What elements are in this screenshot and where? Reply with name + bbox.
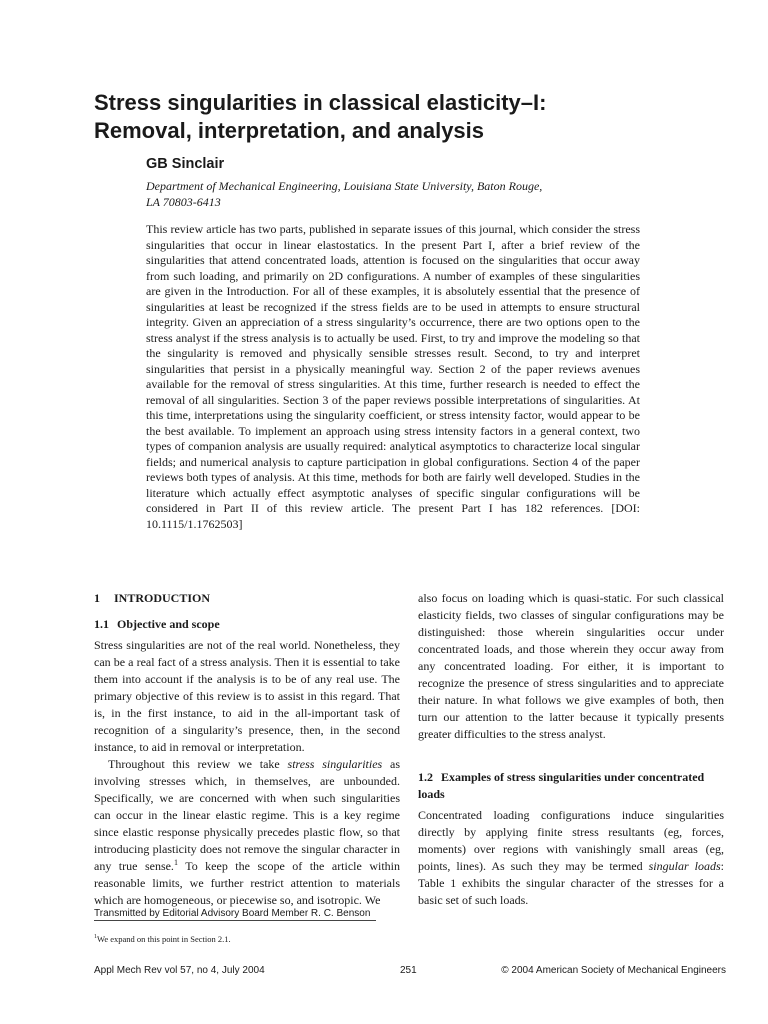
author-affiliation (146, 178, 626, 210)
abstract (146, 222, 640, 532)
left-column (94, 590, 400, 909)
spacer (418, 743, 724, 769)
paragraph-4-text-b: : Table 1 exhibits the singular character of the stresses for a basic set of such loads. (418, 859, 724, 907)
section-heading-introduction (94, 590, 400, 607)
author-name: GB Sinclair (146, 156, 225, 172)
footnote-text: We expand on this point in Section 2.1. (97, 934, 231, 944)
section-number: 1 (94, 591, 100, 605)
journal-citation: Appl Mech Rev vol 57, no 4, July 2004 (94, 965, 265, 976)
title-line-2: Removal, interpretation, and analysis (94, 118, 485, 143)
subsection-heading-objective (94, 616, 400, 633)
paragraph-3: also focus on loading which is quasi-static. For such classical elasticity fields, two classes of singular configurations may be distinguished: those wherein singularities occur under concentrated loads, and those wherein they occur away from any concentrated loading. For either, it is important to recognize the presence of stress singularities and to appreciate their nature. In what follows we give examples of both, then turn our attention to the latter because it typically presents greater difficulties to the stress analyst. (418, 591, 724, 741)
paragraph-1: Stress singularities are not of the real world. Nonetheless, they can be a real fact of a stress analysis. Then it is essential to take them into account if the analysis is to be of any real use. The primary objective of this review is to assist in this regard. That is, in the first instance, to aid in the all-important task of recognition of a singularity’s presence, then, in the second instance, to aid in removal or interpretation. (94, 638, 400, 754)
paragraph-2-text-c: To keep the scope of the article within reasonable limits, we further restrict attention to materials which are homogeneous, or piecewise so, and isotropic. We (94, 859, 400, 907)
subsection-heading-examples (418, 769, 724, 803)
right-column (418, 590, 724, 909)
subsection-title: Examples of stress singularities under concentrated loads (418, 770, 705, 801)
affiliation-line-1: Department of Mechanical Engineering, Louisiana State University, Baton Rouge, (146, 179, 543, 193)
paragraph-2-text-a: Throughout this review we take (108, 757, 288, 771)
footnote-mark: 1 (94, 934, 97, 941)
paper-title (94, 89, 734, 145)
emphasis-stress-singularities: stress singularities (287, 757, 383, 771)
subsection-title: Objective and scope (117, 617, 220, 631)
paragraph-4-text-a: Concentrated loading configurations induce singularities directly by applying finite stress resultants (eg, forces, moments) over regions with vanishingly small areas (eg, points, lines). As such they may be termed (418, 808, 724, 873)
abstract-doi[interactable]: [DOI: 10.1115/1.1762503] (146, 501, 641, 531)
subsection-number: 1.2 (418, 770, 433, 784)
subsection-number: 1.1 (94, 617, 109, 631)
copyright-notice: © 2004 American Society of Mechanical Engineers (501, 965, 726, 976)
paragraph-4 (418, 807, 724, 909)
section-title: INTRODUCTION (114, 591, 211, 605)
abstract-text: This review article has two parts, published in separate issues of this journal, which consider the stress singularities that occur in linear elastostatics. In the present Part I, after a brief review of the singularities that attend concentrated loads, attention is focused on the singularities that occur away from such loading, and primarily on 2D configurations. A number of examples of these singularities are given in the Introduction. For all of these examples, it is absolutely essential that the presence of singularities at least be recognized if the stress fields are to be used in attempts to ensure structural integrity. Given an appreciation of a stress singularity’s occurrence, there are two options open to the stress analyst if the stress analysis is to actually be used. First, to try and improve the modeling so that the singularity is removed and physically sensible stresses result. Second, to try and interpret singularities that persist in a physically meaningful way. Section 2 of the paper reviews avenues available for the removal of stress singularities. At this time, further research is needed to effect the removal of all singularities. Section 3 of the paper reviews possible interpretations of singularities. At this time, interpretations using the singularity coefficient, or stress intensity factor, would appear to be the best available. To implement an approach using stress intensity factors in a general context, two types of companion analysis are usually required: analytical asymptotics to characterize local singular fields; and numerical analysis to capture participation in global configurations. Section 4 of the paper reviews both types of analysis. At this time, methods for both are fairly well developed. Studies in the literature which actually effect asymptotic analyses of specific singular configurations will be considered in Part II of this review article. The present Part I has 182 references. (146, 222, 640, 515)
transmitted-by-note: Transmitted by Editorial Advisory Board Member R. C. Benson (94, 908, 371, 919)
footnote-reference-1[interactable]: 1 (173, 858, 178, 867)
footnote-1 (94, 934, 231, 945)
emphasis-singular-loads: singular loads (648, 859, 721, 873)
affiliation-line-2: LA 70803-6413 (146, 195, 221, 209)
footnote-divider (94, 920, 376, 921)
page-number: 251 (400, 965, 417, 976)
paragraph-2 (94, 756, 400, 909)
title-line-1: Stress singularities in classical elasticity–I: (94, 90, 547, 115)
paragraph-2-text-b: as involving stresses which, in themselves, are unbounded. Specifically, we are concerned with when such singularities can occur in the linear elastic regime. This is a key regime since elastic response physically precedes plastic flow, so that introducing plasticity does not remove the singular character in any true sense. (94, 757, 400, 873)
